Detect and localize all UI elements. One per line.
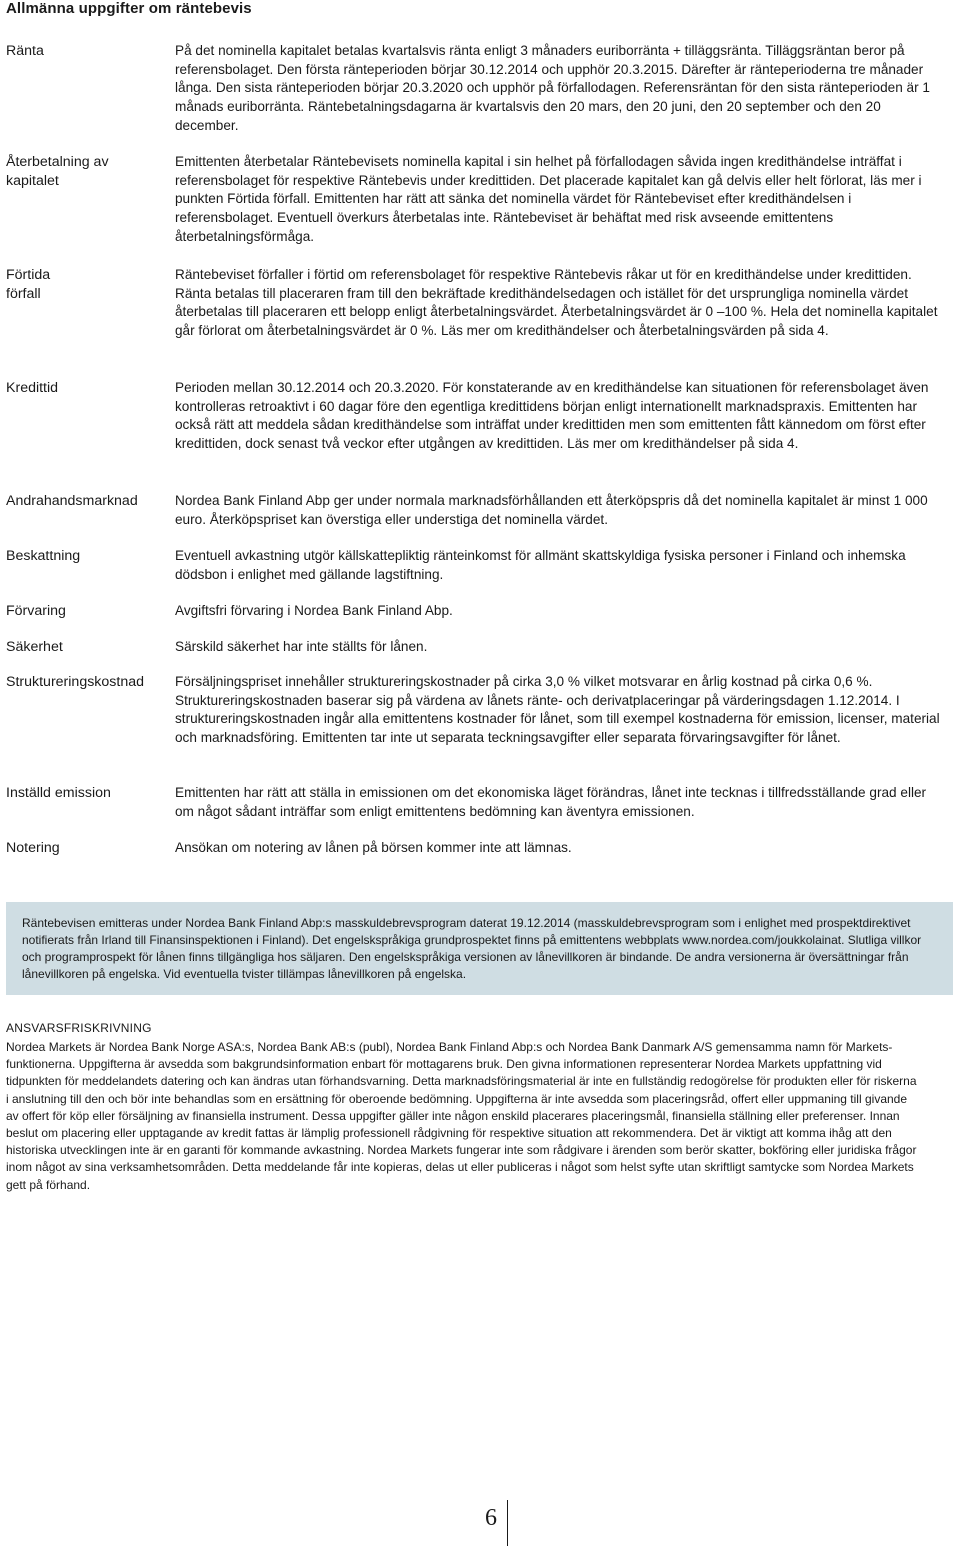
row-label: Säkerhet [6, 639, 63, 655]
row-label: Förtida förfall [6, 267, 51, 302]
row-label: Kredittid [6, 380, 59, 396]
page-title: Allmänna uppgifter om räntebevis [6, 0, 252, 17]
row-label: Struktureringskostnad [6, 674, 145, 690]
row-label: Beskattning [6, 548, 81, 564]
notice-box: Räntebevisen emitteras under Nordea Bank Finland Abp:s masskuldebrevsprogram daterat 19.12.2014 (masskuldebrevsprogram som i enlighet med prospektdirektivet notifierats från Irland till Finansinspektionen i Finland). Det engelskspråkiga grundprospektet finns på emittentens webbplats www.nordea.com/joukkolainat. Slutliga villkor och programprospekt för lånen finns tillgängliga hos säljaren. Den engelskspråkiga versionen av lånevillkoren är bindande. De andra versionerna är översättningar från lånevillkoren på engelska. Vid eventuella tvister tillämpas lånevillkoren på engelska. [6, 902, 953, 995]
row-text: På det nominella kapitalet betalas kvartalsvis ränta enligt 3 månaders euriborränta + tilläggsränta. Tilläggsräntan beror på referensbolaget. Den första ränteperioden börjar 30.12.2014 och upphör 20.3.2015. Därefter är ränteperioderna tre månader långa. Den sista ränteperioden börjar 20.3.2020 och upphör på förfallodagen. Referensräntan för den sista ränteperioden är 1 månads euriborränta. Räntebetalningsdagarna är kvartalsvis den 20 mars, den 20 juni, den 20 september och den 20 december. [175, 43, 930, 133]
row-label: Återbetalning av kapitalet [6, 154, 109, 189]
row-text: Särskild säkerhet har inte ställts för lånen. [175, 639, 428, 654]
row-label: Förvaring [6, 603, 66, 619]
row-text: Eventuell avkastning utgör källskattepliktig ränteinkomst för allmänt skattskyldiga fysiska personer i Finland och inhemska dödsbon i enlighet med gällande lagstiftning. [175, 548, 906, 582]
page-number-rule [507, 1500, 508, 1546]
row-label: Inställd emission [6, 785, 111, 801]
disclaimer-heading: ANSVARSFRISKRIVNING [6, 1021, 152, 1035]
page-number: 6 [485, 1505, 497, 1531]
row-text: Försäljningspriset innehåller struktureringskostnader på cirka 3,0 % vilket motsvarar en årlig kostnad på cirka 0,6 %. Struktureringskostnaden baserar sig på värdena av lånets ränte- och derivatplaceringar på värderingsdagen 1.12.2014. I struktureringskostnaden ingår alla emittentens kostnader för lånet, som till exempel kostnaderna för emission, licenser, material och marknadsföring. Emittenten tar inte ut separata teckningsavgifter eller separata förvaringsavgifter för lånet. [175, 674, 940, 746]
row-text: Perioden mellan 30.12.2014 och 20.3.2020. För konstaterande av en kredithändelse kan situationen för referensbolaget även kontrolleras retroaktivt i 60 dagar före den egentliga kredittidens början enligt internationellt marknadspraxis. Emittenten har också rätt att meddela sådan kredithändelse som inträffat under kredittiden men som emittenten fått kännedom om först efter kredittiden, dock senast två veckor efter utgången av kredittiden. Läs mer om kredithändelser på sida 4. [175, 380, 929, 452]
row-text: Ansökan om notering av lånen på börsen kommer inte att lämnas. [175, 840, 572, 855]
row-label: Ränta [6, 43, 44, 59]
row-text: Emittenten har rätt att ställa in emissionen om det ekonomiska läget förändras, lånet inte tecknas i tillfredsställande grad eller om något sådant inträffar som enligt emittentens bedömning kan äventyra emissionen. [175, 785, 927, 819]
disclaimer-body: Nordea Markets är Nordea Bank Norge ASA:s, Nordea Bank AB:s (publ), Nordea Bank Finland Abp:s och Nordea Bank Danmark A/S gemensamma namn för Markets-funktionerna. Uppgifterna är avsedda som bakgrundsinformation enbart för mottagarens bruk. Den givna informationen representerar Nordea Markets uppfattning vid tidpunkten för meddelandets datering och kan ändras utan förhandsvarning. Detta marknadsföringsmaterial är inte en fullständig redogörelse för produkten eller för riskerna i anslutning till den och bör inte behandlas som en ersättning för oberoende bedömning. Uppgifterna är inte avsedda som placeringsråd, offert eller uppmaning till givande av offert för köp eller försäljning av finansiella instrument. Dessa uppgifter gäller inte någon enskild placerares placeringsmål, finansiella ställning eller preferenser. Innan beslut om placering eller upptagande av kredit fattas är lämplig professionell rådgivning för respektive situation att rekommendera. Det är viktigt att komma ihåg att den historiska utvecklingen inte är en garanti för kommande avkastning. Nordea Markets fungerar inte som rådgivare i ärenden som berör skatter, bokföring eller juridiska frågor inom något av sina verksamhetsområden. Detta meddelande får inte kopieras, delas ut eller publiceras i något som helst syfte utan skriftligt samtycke som Nordea Markets gett på förhand. [6, 1040, 917, 1192]
row-label: Andrahandsmarknad [6, 493, 138, 509]
row-text: Avgiftsfri förvaring i Nordea Bank Finland Abp. [175, 603, 453, 618]
row-text: Nordea Bank Finland Abp ger under normala marknadsförhållanden ett återköpspris då det nominella kapitalet är minst 1 000 euro. Återköpspriset kan överstiga eller understiga det nominella värdet. [175, 493, 928, 527]
row-label: Notering [6, 840, 60, 856]
row-text: Emittenten återbetalar Räntebevisets nominella kapital i sin helhet på förfallodagen såvida ingen kredithändelse inträffat i referensbolaget för respektive Räntebevis under kredittiden. Det placerade kapitalet kan gå delvis eller helt förlorat, läs mer i punkten Förtida förfall. Emittenten har rätt att sänka det nominella värdet för Räntebeviset efter kredithändelsen i referensbolaget. Eventuell överkurs återbetalas inte. Räntebeviset är behäftat med risk avseende emittentens återbetalningsförmåga. [175, 154, 922, 244]
row-text: Räntebeviset förfaller i förtid om referensbolaget för respektive Räntebevis råkar ut för en kredithändelse under kredittiden. Ränta betalas till placeraren fram till den bekräftade kredithändelsedagen och istället för det ursprungliga nominella värdet återbetalas till placeraren ett belopp enligt återbetalningsvärdet. Återbetalningsvärdet är 0 –100 %. Hela det nominella kapitalet går förlorat om återbetalningsvärdet är 0 %. Läs mer om kredithändelser och återbetalningsvärden på sida 4. [175, 267, 938, 339]
